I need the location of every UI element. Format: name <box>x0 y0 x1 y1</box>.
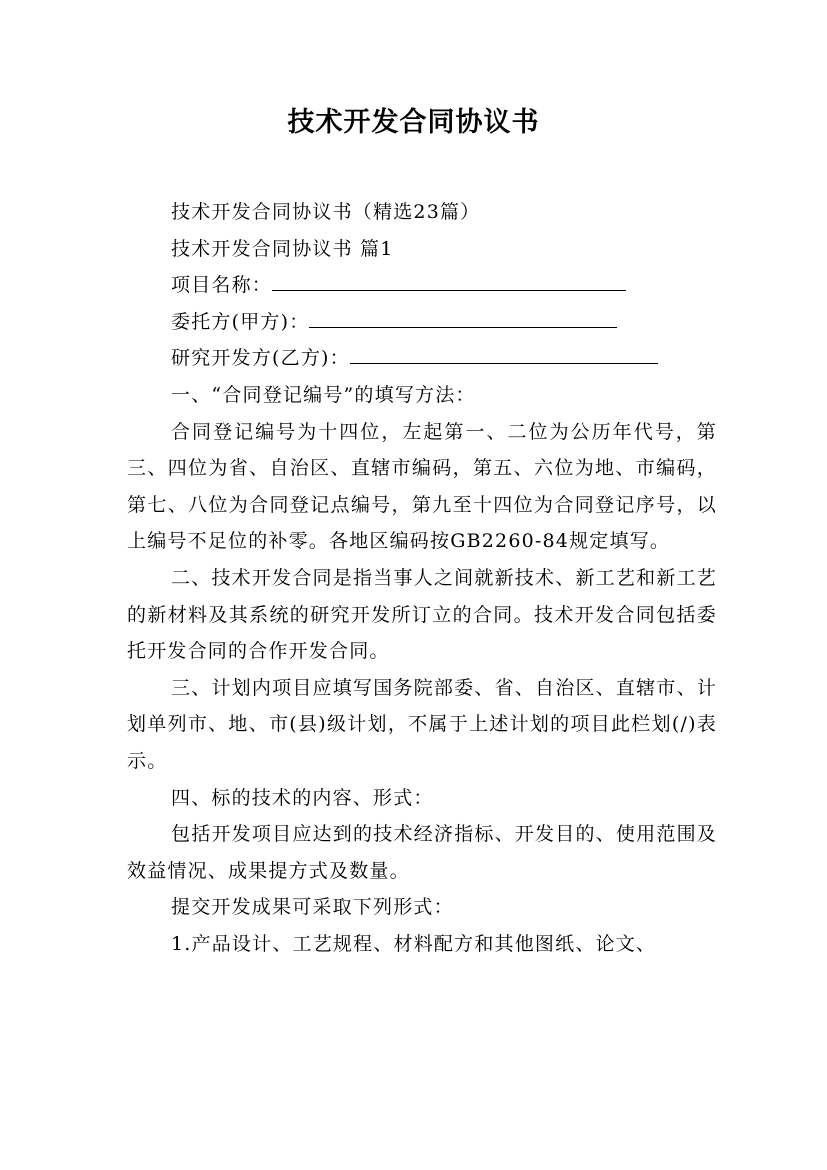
client-field <box>127 304 717 341</box>
deliverable-item-1: 1.产品设计、工艺规程、材料配方和其他图纸、论文、 <box>171 932 657 955</box>
deliverables-intro: 提交开发成果可采取下列形式： <box>171 896 454 919</box>
document-title: 技术开发合同协议书 <box>287 107 540 138</box>
client-blank <box>309 305 617 328</box>
document-body <box>127 194 717 962</box>
section-2-paragraph: 二、技术开发合同是指当事人之间就新技术、新工艺和新工艺的新材料及其系统的研究开发所订立的合同。技术开发合同包括委托开发合同的合作开发合同。 <box>127 566 717 663</box>
section-1-heading: 一、“合同登记编号”的填写方法： <box>171 383 476 406</box>
developer-blank <box>350 341 658 364</box>
developer-field <box>127 340 717 377</box>
project-name-blank <box>272 268 626 291</box>
project-name-field <box>127 267 717 304</box>
section-3-paragraph: 三、计划内项目应填写国务院部委、省、自治区、直辖市、计划单列市、地、市(县)级计划，不属于上述计划的项目此栏划(/)表示。 <box>127 676 717 772</box>
project-name-label: 项目名称： <box>171 274 273 297</box>
client-label: 委托方(甲方)： <box>171 310 310 333</box>
section-4-heading: 四、标的技术的内容、形式： <box>171 786 434 809</box>
section-4-body: 包括开发项目应达到的技术经济指标、开发目的、使用范围及效益情况、成果提方式及数量。 <box>127 823 717 882</box>
developer-label: 研究开发方(乙方)： <box>171 347 350 370</box>
chapter-heading: 技术开发合同协议书 篇1 <box>171 237 394 260</box>
section-1-body: 合同登记编号为十四位，左起第一、二位为公历年代号，第三、四位为省、自治区、直辖市编码，第五、六位为地、市编码，第七、八位为合同登记点编号，第九至十四位为合同登记序号，以上编号不足位的补零。各地区编码按GB2260-84规定填写。 <box>127 420 717 553</box>
subtitle: 技术开发合同协议书（精选23篇） <box>171 201 481 223</box>
